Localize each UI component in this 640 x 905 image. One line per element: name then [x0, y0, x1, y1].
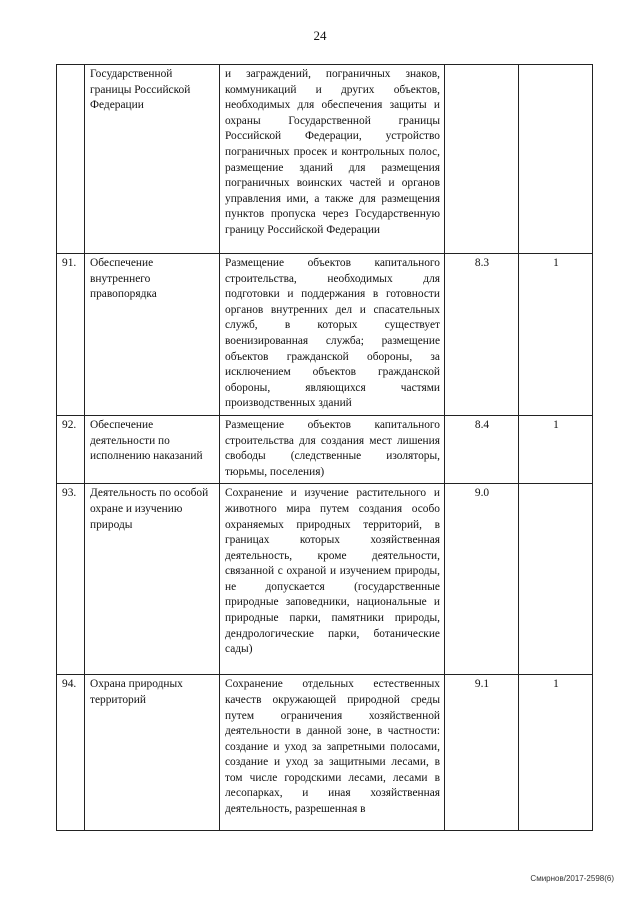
- attachment-number: 1: [519, 415, 593, 483]
- table-row: [57, 254, 593, 416]
- land-use-description: Размещение объектов капитального строительства, необходимых для подготовки и поддержания в готовности органов внутренних дел и спасательных служб, в которых существует военизированная служба; размещение объектов гражданской обороны, за исключением объектов гражданской обороны, являющихся частями производственных зданий: [220, 254, 445, 416]
- land-use-name: Деятельность по особой охране и изучению природы: [85, 484, 220, 675]
- table-row: [57, 675, 593, 831]
- attachment-number: [519, 65, 593, 254]
- land-use-name: Государственной границы Российской Федерации: [85, 65, 220, 254]
- row-number: 92.: [57, 415, 85, 483]
- land-use-code: 8.3: [445, 254, 519, 416]
- row-number: 93.: [57, 484, 85, 675]
- table-row: [57, 484, 593, 675]
- land-use-code: 8.4: [445, 415, 519, 483]
- table-row: [57, 65, 593, 254]
- land-use-name: Обеспечение внутреннего правопорядка: [85, 254, 220, 416]
- land-use-code: 9.1: [445, 675, 519, 831]
- page-number: 24: [313, 28, 327, 43]
- land-use-name: Обеспечение деятельности по исполнению наказаний: [85, 415, 220, 483]
- land-use-name: Охрана природных территорий: [85, 675, 220, 831]
- attachment-number: 1: [519, 254, 593, 416]
- attachment-number: [519, 484, 593, 675]
- land-use-description: Размещение объектов капитального строительства для создания мест лишения свободы (следственные изоляторы, тюрьмы, поселения): [220, 415, 445, 483]
- land-use-table: [56, 64, 593, 831]
- land-use-description: и заграждений, пограничных знаков, коммуникаций и других объектов, необходимых для обеспечения защиты и охраны Государственной границы Российской Федерации, устройство пограничных просек и контрольных полос, размещение зданий для размещения пограничных воинских частей и органов управления ими, а также для размещения пунктов пропуска через Государственную границу Российской Федерации: [220, 65, 445, 254]
- land-use-code: [445, 65, 519, 254]
- row-number: [57, 65, 85, 254]
- land-use-code: 9.0: [445, 484, 519, 675]
- row-number: 91.: [57, 254, 85, 416]
- land-use-description: Сохранение и изучение растительного и животного мира путем создания особо охраняемых природных территорий, в границах которых хозяйственная деятельность, кроме деятельности, связанной с охраной и изучением природы, не допускается (государственные природные заповедники, национальные и природные парки, памятники природы, дендрологические парки, ботанические сады): [220, 484, 445, 675]
- land-use-description: Сохранение отдельных естественных качеств окружающей природной среды путем ограничения хозяйственной деятельности в данной зоне, в частности: создание и уход за запретными полосами, создание и уход за защитными лесами, в том числе городскими лесами, лесами в лесопарках, и иная хозяйственная деятельность, разрешенная в: [220, 675, 445, 831]
- document-stamp: Смирнов/2017-2598(6): [530, 874, 614, 883]
- row-number: 94.: [57, 675, 85, 831]
- attachment-number: 1: [519, 675, 593, 831]
- table-row: [57, 415, 593, 483]
